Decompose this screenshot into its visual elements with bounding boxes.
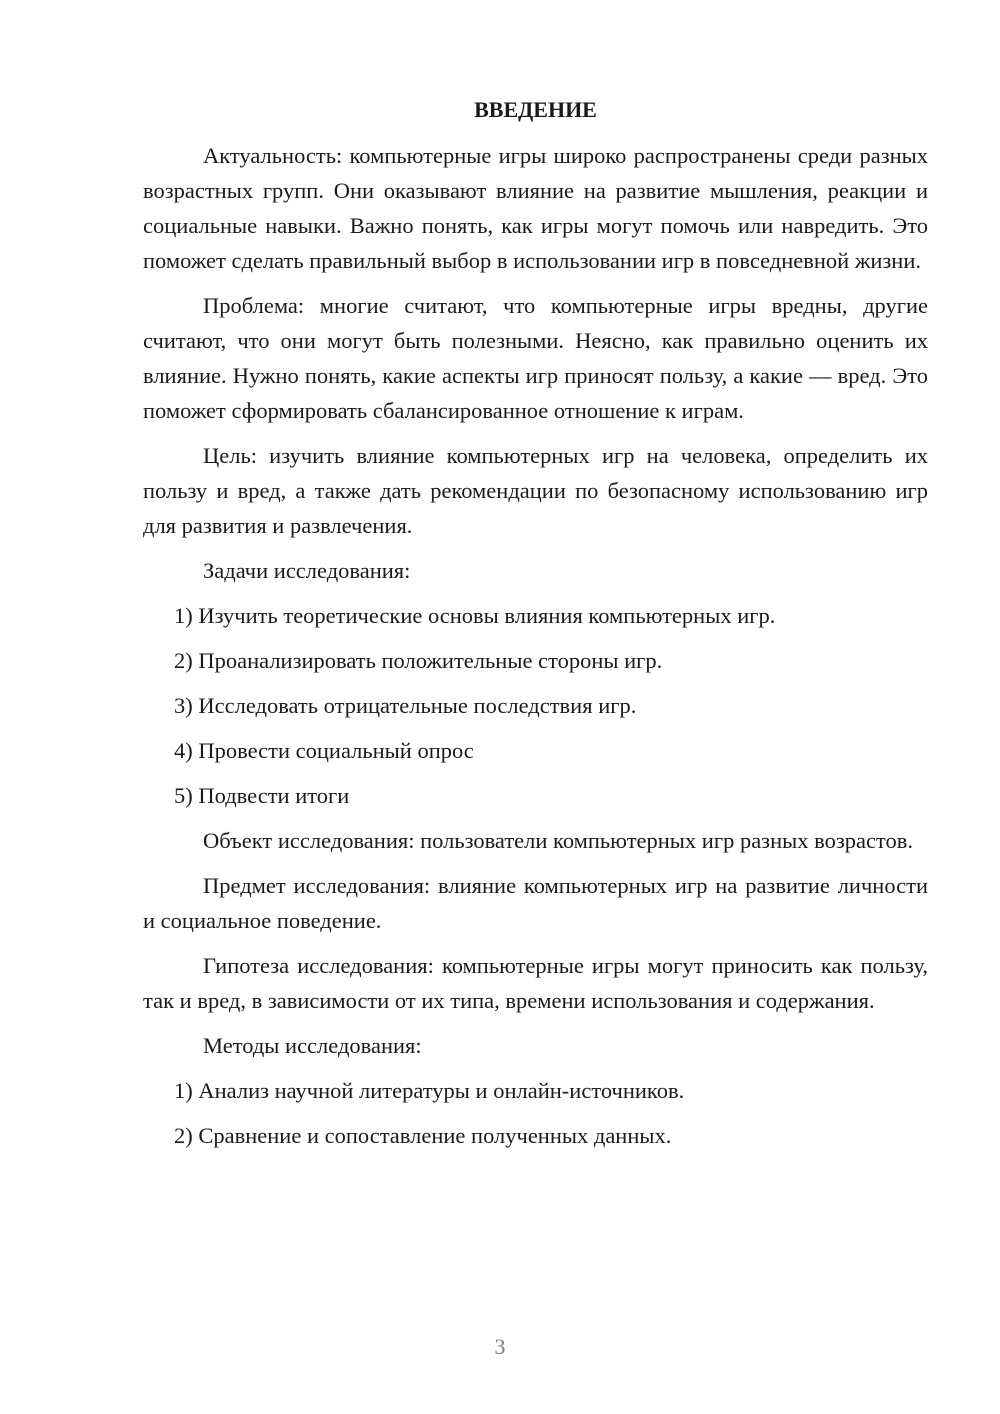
task-item: 3) Исследовать отрицательные последствия игр. xyxy=(174,693,637,718)
object-paragraph: Объект исследования: пользователи компьютерных игр разных возрастов. xyxy=(203,828,913,853)
methods-label: Методы исследования: xyxy=(203,1033,422,1058)
task-item: 4) Провести социальный опрос xyxy=(174,738,474,763)
subject-paragraph: Предмет исследования: влияние компьютерных игр на развитие личности и социальное поведение. xyxy=(143,873,928,933)
document-page xyxy=(143,92,928,1163)
hypothesis-paragraph: Гипотеза исследования: компьютерные игры могут приносить как пользу, так и вред, в зависимости от их типа, времени использования и содержания. xyxy=(143,953,928,1013)
section-heading: ВВЕДЕНИЕ xyxy=(474,97,597,122)
task-item: 1) Изучить теоретические основы влияния компьютерных игр. xyxy=(174,603,776,628)
method-item: 2) Сравнение и сопоставление полученных данных. xyxy=(174,1123,672,1148)
relevance-paragraph: Актуальность: компьютерные игры широко распространены среди разных возрастных групп. Они оказывают влияние на развитие мышления, реакции и социальные навыки. Важно понять, как игры могут помочь или навредить. Это поможет сделать правильный выбор в использовании игр в повседневной жизни. xyxy=(143,143,928,273)
task-item: 2) Проанализировать положительные стороны игр. xyxy=(174,648,663,673)
goal-paragraph: Цель: изучить влияние компьютерных игр на человека, определить их пользу и вред, а также дать рекомендации по безопасному использованию игр для развития и развлечения. xyxy=(143,443,928,538)
tasks-label: Задачи исследования: xyxy=(203,558,411,583)
page-number: 3 xyxy=(494,1334,506,1359)
task-item: 5) Подвести итоги xyxy=(174,783,350,808)
method-item: 1) Анализ научной литературы и онлайн-источников. xyxy=(174,1078,685,1103)
problem-paragraph: Проблема: многие считают, что компьютерные игры вредны, другие считают, что они могут быть полезными. Неясно, как правильно оценить их влияние. Нужно понять, какие аспекты игр приносят пользу, а какие — вред. Это поможет сформировать сбалансированное отношение к играм. xyxy=(143,293,928,423)
